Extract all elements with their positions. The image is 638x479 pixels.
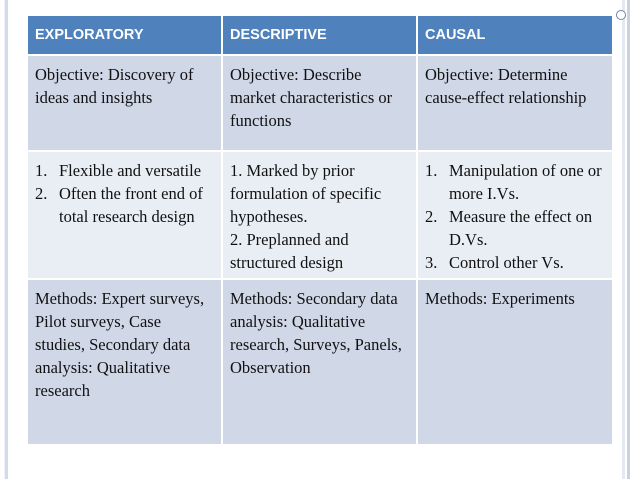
header-causal: CAUSAL	[418, 16, 612, 54]
methods-descriptive: Methods: Secondary data analysis: Qualitative research, Surveys, Panels, Observation	[223, 280, 416, 444]
objective-exploratory: Objective: Discovery of ideas and insights	[28, 56, 221, 150]
list-number: 2.	[35, 184, 48, 203]
research-design-table	[26, 14, 614, 446]
list-number: 3.	[425, 253, 438, 272]
list-item	[35, 182, 214, 228]
objective-descriptive: Objective: Describe market characteristics or functions	[223, 56, 416, 150]
header-row	[28, 16, 612, 54]
list-item	[425, 205, 605, 251]
slide-right-border	[622, 0, 634, 479]
list-text: Measure the effect on D.Vs.	[449, 207, 593, 249]
list-item	[35, 159, 214, 182]
list-text: Manipulation of one or more I.Vs.	[449, 161, 602, 203]
methods-causal: Methods: Experiments	[418, 280, 612, 444]
slide-corner-circle	[616, 10, 626, 20]
list-item	[425, 159, 605, 205]
features-exploratory	[28, 152, 221, 278]
features-causal	[418, 152, 612, 278]
list-text: Control other Vs.	[449, 253, 564, 272]
causal-list	[425, 159, 605, 274]
list-number: 1.	[425, 161, 438, 180]
features-row	[28, 152, 612, 278]
list-number: 1.	[35, 161, 48, 180]
descriptive-point-1: 1. Marked by prior formulation of specific hypotheses.	[230, 161, 382, 226]
header-exploratory: EXPLORATORY	[28, 16, 221, 54]
objective-row	[28, 56, 612, 150]
list-text: Flexible and versatile	[59, 161, 202, 180]
features-descriptive	[223, 152, 416, 278]
list-number: 2.	[425, 207, 438, 226]
methods-exploratory: Methods: Expert surveys, Pilot surveys, Case studies, Secondary data analysis: Qualitative research	[28, 280, 221, 444]
header-descriptive: DESCRIPTIVE	[223, 16, 416, 54]
objective-causal: Objective: Determine cause-effect relationship	[418, 56, 612, 150]
exploratory-list	[35, 159, 214, 228]
list-text: Often the front end of total research design	[59, 184, 203, 226]
methods-row	[28, 280, 612, 444]
descriptive-point-2: 2. Preplanned and structured design	[230, 230, 349, 272]
list-item	[425, 251, 605, 274]
slide-left-border	[4, 0, 8, 479]
